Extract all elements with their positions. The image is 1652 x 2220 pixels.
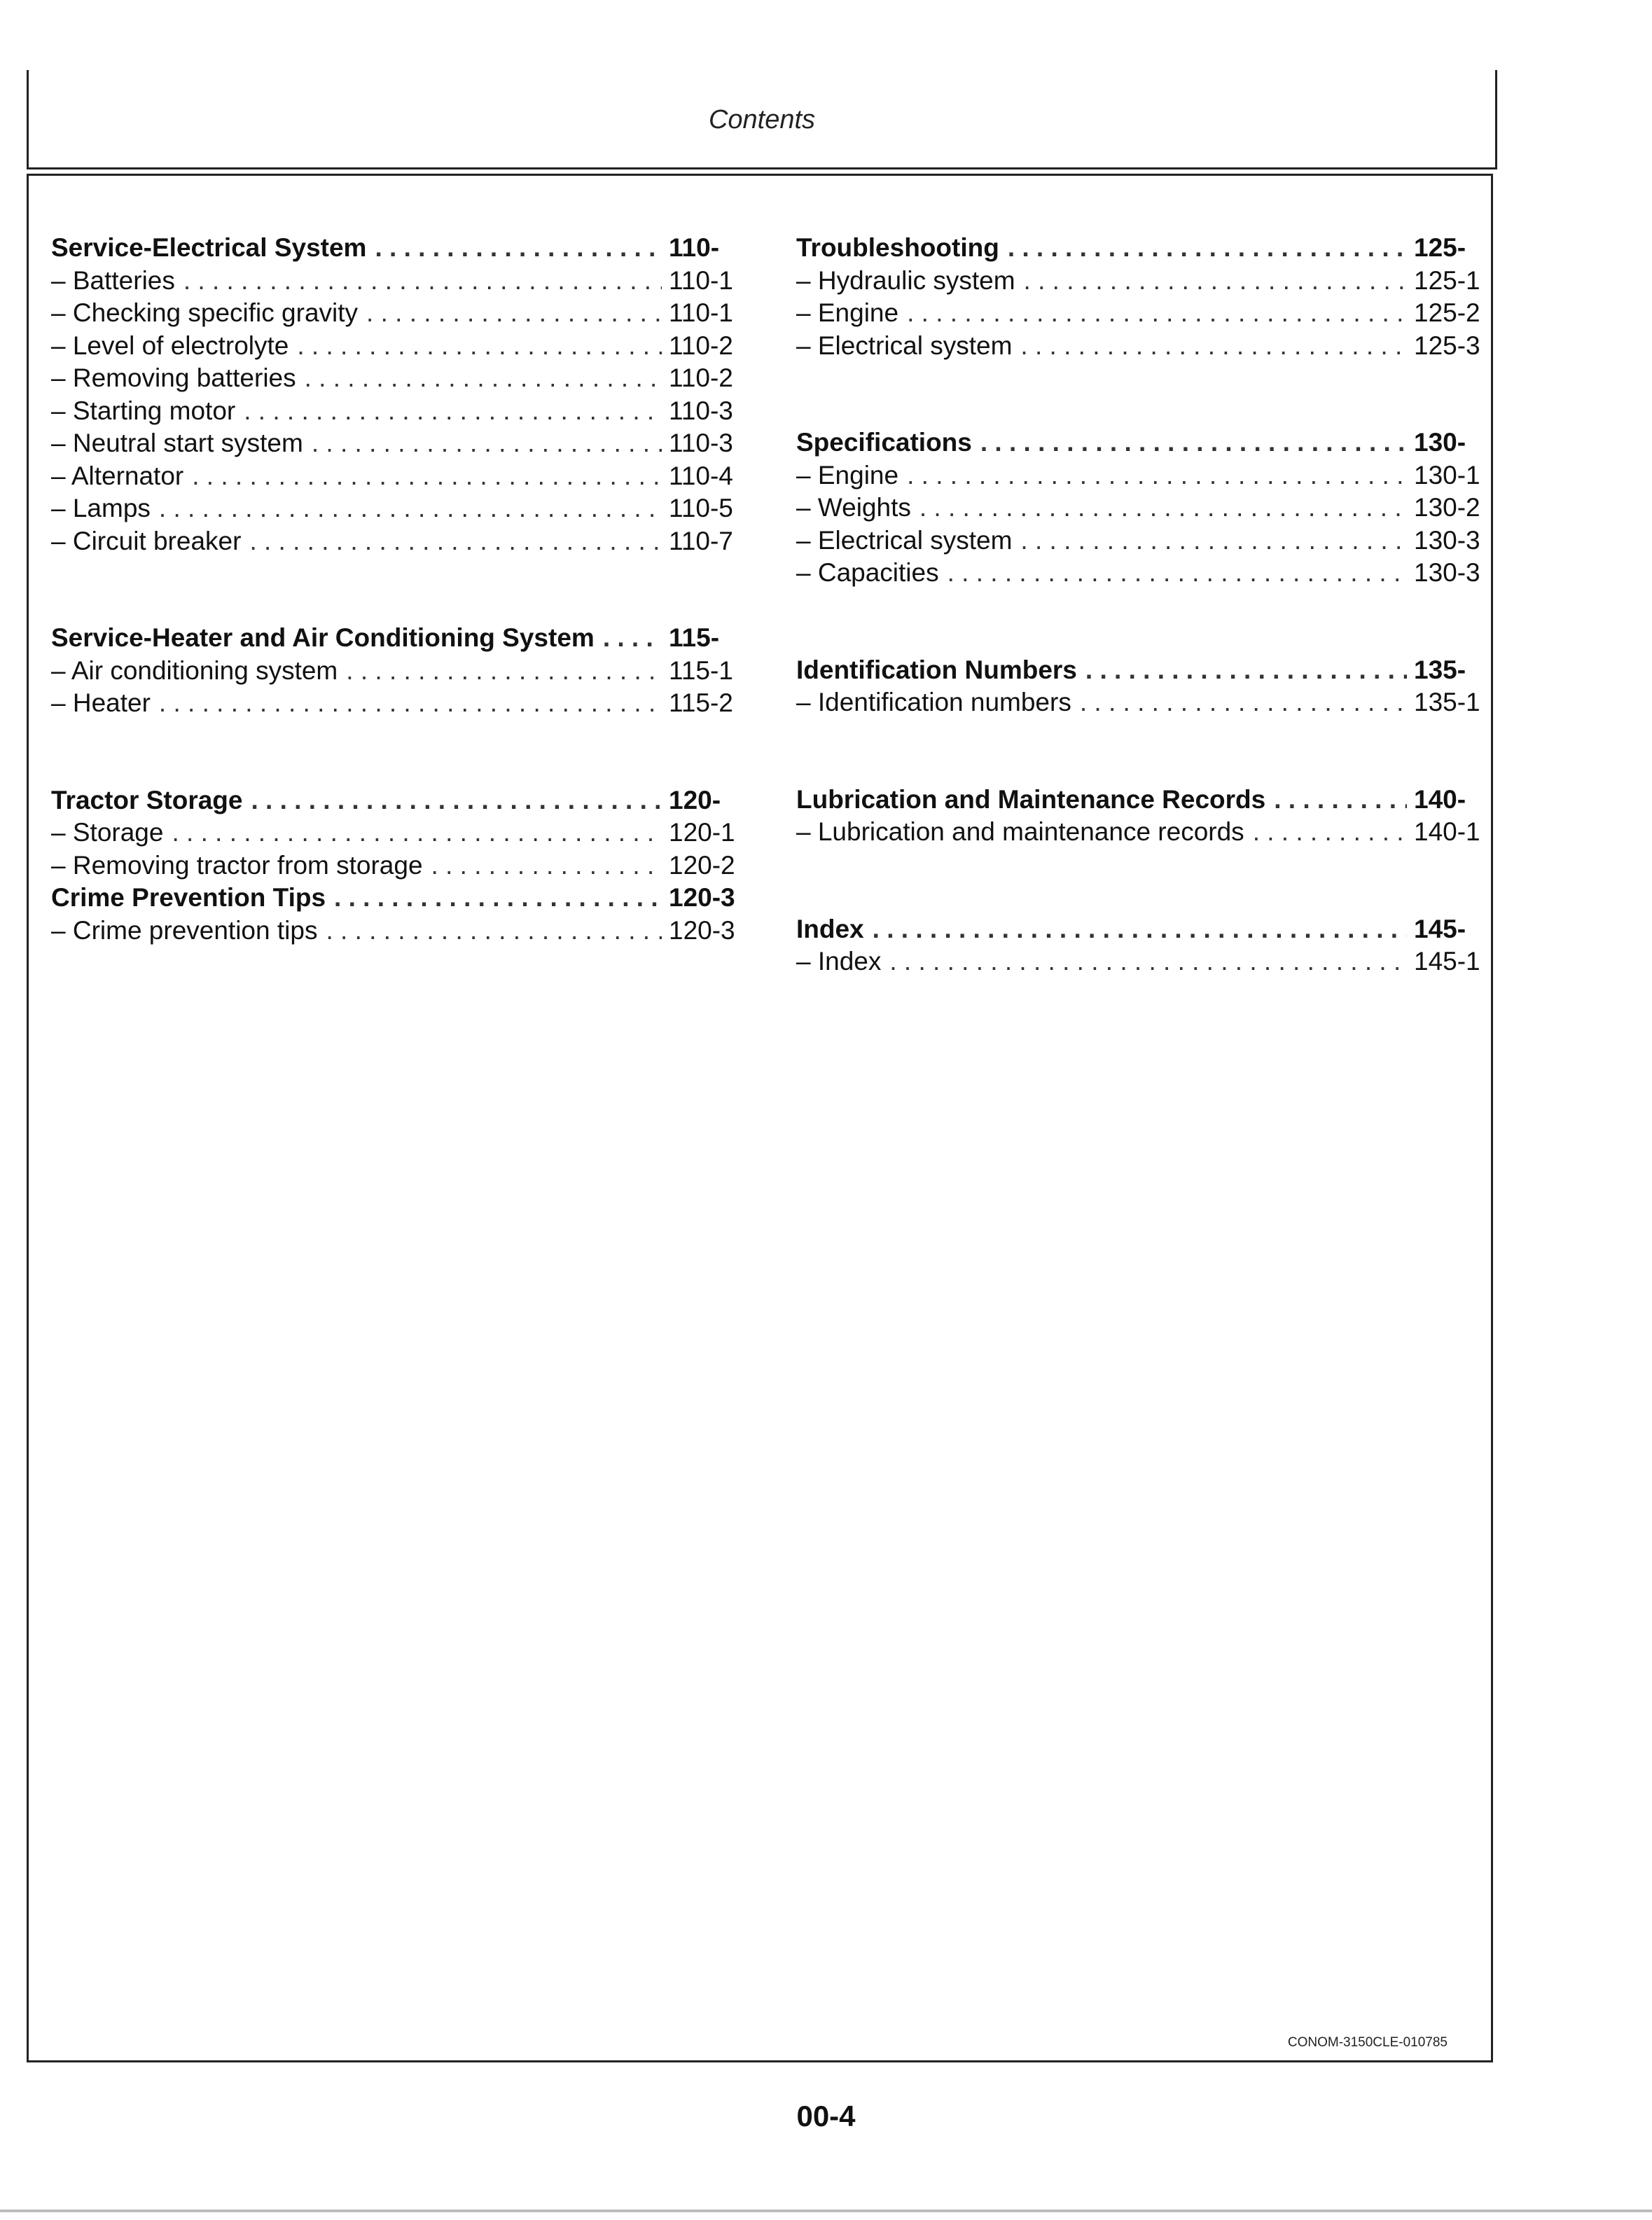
toc-entry[interactable]: – Level of electrolyte . . . 110-2 <box>51 330 737 363</box>
toc-left-column <box>51 232 737 947</box>
toc-entry[interactable]: – Heater . . . 115-2 <box>51 687 737 720</box>
toc-entry[interactable]: – Crime prevention tips . . . 120-3 <box>51 915 737 948</box>
toc-section-heading[interactable]: Troubleshooting . . . 125- <box>796 232 1483 265</box>
toc-section-heading[interactable]: Service-Electrical System . . . 110- <box>51 232 737 265</box>
toc-entry[interactable]: – Identification numbers . . . 135-1 <box>796 686 1483 719</box>
toc-entry[interactable]: – Removing batteries . . . 110-2 <box>51 362 737 395</box>
page-number: 00-4 <box>796 2100 856 2132</box>
contents-frame <box>27 174 1493 2062</box>
toc-entry[interactable]: – Circuit breaker . . . 110-7 <box>51 525 737 558</box>
toc-section-heading[interactable]: Identification Numbers . . . 135- <box>796 654 1483 687</box>
toc-entry[interactable]: – Air conditioning system . . . 115-1 <box>51 655 737 688</box>
toc-section <box>51 622 737 720</box>
toc-entry[interactable]: – Weights . . . 130-2 <box>796 492 1483 525</box>
toc-right-column <box>796 232 1483 978</box>
toc-section-heading[interactable]: Lubrication and Maintenance Records . . . 140- <box>796 784 1483 817</box>
toc-entry[interactable]: – Capacities . . . 130-3 <box>796 557 1483 590</box>
toc-section <box>51 882 737 947</box>
toc-entry[interactable]: – Alternator . . . 110-4 <box>51 460 737 493</box>
toc-entry[interactable]: – Electrical system . . . 125-3 <box>796 330 1483 363</box>
document-code: CONOM-3150CLE-010785 <box>1287 2035 1448 2050</box>
bottom-divider <box>0 2209 1652 2212</box>
toc-section <box>796 913 1483 978</box>
toc-entry[interactable]: – Electrical system . . . 130-3 <box>796 525 1483 557</box>
toc-entry[interactable]: – Engine . . . 130-1 <box>796 459 1483 492</box>
toc-entry[interactable]: – Index . . . 145-1 <box>796 945 1483 978</box>
toc-section <box>51 232 737 557</box>
toc-section <box>796 654 1483 719</box>
toc-section <box>796 784 1483 849</box>
header-frame <box>27 70 1497 169</box>
toc-section <box>51 784 737 882</box>
toc-entry[interactable]: – Hydraulic system . . . 125-1 <box>796 265 1483 298</box>
toc-section-heading[interactable]: Index . . . 145- <box>796 913 1483 946</box>
toc-entry[interactable]: – Storage . . . 120-1 <box>51 817 737 849</box>
toc-section-heading[interactable]: Tractor Storage . . . 120- <box>51 784 737 817</box>
toc-entry[interactable]: – Neutral start system . . . 110-3 <box>51 427 737 460</box>
toc-entry[interactable]: – Lubrication and maintenance records . . . 140-1 <box>796 816 1483 849</box>
toc-entry[interactable]: – Removing tractor from storage . . . 120-2 <box>51 849 737 882</box>
toc-entry[interactable]: – Engine . . . 125-2 <box>796 297 1483 330</box>
toc-section <box>796 426 1483 590</box>
toc-entry[interactable]: – Checking specific gravity . . . 110-1 <box>51 297 737 330</box>
toc-entry[interactable]: – Batteries . . . 110-1 <box>51 265 737 298</box>
page-title: Contents <box>708 105 816 134</box>
toc-section-heading[interactable]: Service-Heater and Air Conditioning System . . . 115- <box>51 622 737 655</box>
toc-entry[interactable]: – Starting motor . . . 110-3 <box>51 395 737 428</box>
toc-entry[interactable]: – Lamps . . . 110-5 <box>51 492 737 525</box>
toc-section-heading[interactable]: Specifications . . . 130- <box>796 426 1483 459</box>
toc-section <box>796 232 1483 362</box>
toc-section-heading[interactable]: Crime Prevention Tips . . . 120-3 <box>51 882 737 915</box>
